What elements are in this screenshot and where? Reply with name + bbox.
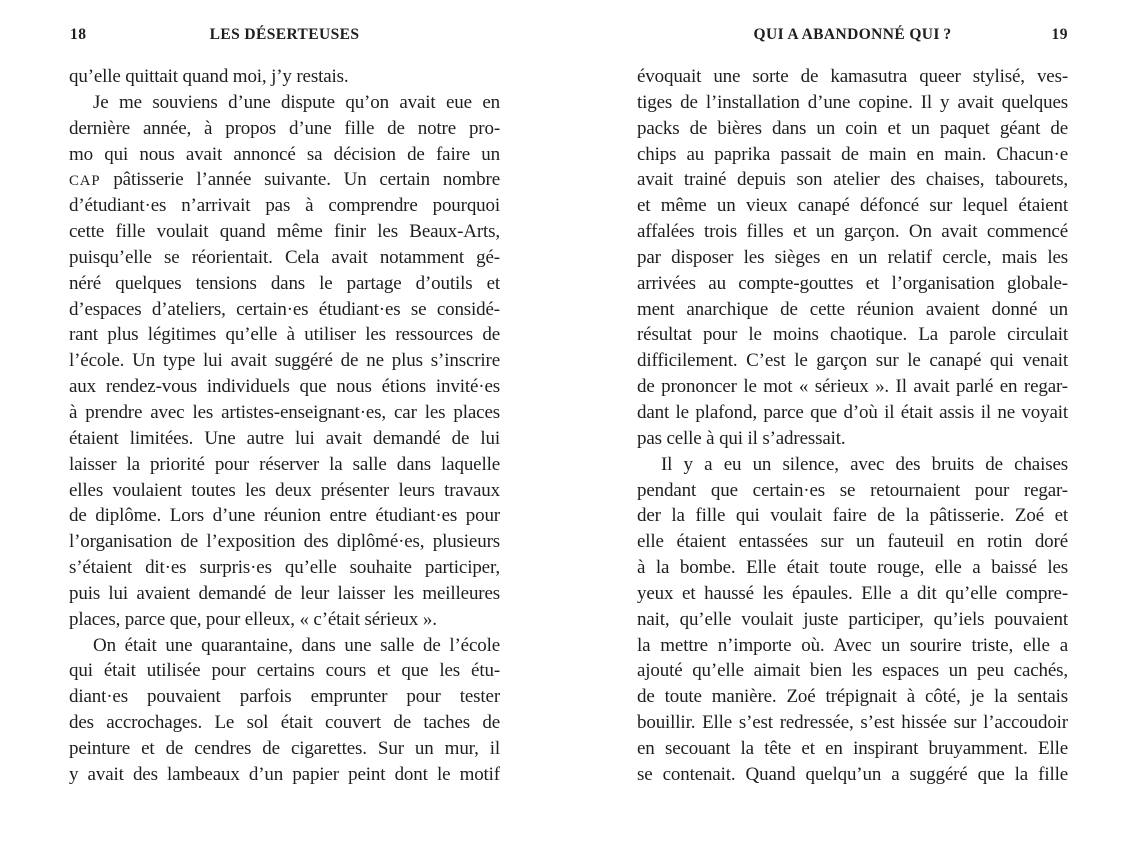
text-line: bouillir. Elle s’est redressée, s’est hissée sur l’accoudoir (637, 712, 1068, 734)
text-line: Je me souviens d’une dispute qu’on avait eue en (93, 91, 500, 113)
text-line: des accrochages. Le sol était couvert de taches de (69, 712, 500, 734)
text-line: tiges de l’installation d’une copine. Il y avait quelques (637, 91, 1068, 113)
body-text-right (637, 64, 1068, 788)
text-line: arrivées au compte-gouttes et l’organisation globale- (637, 272, 1068, 294)
page-left (69, 0, 500, 857)
text-line: places, parce que, pour elleux, « c’était sérieux ». (69, 608, 437, 630)
text-line: par disposer les sièges en un relatif cercle, mais les (637, 246, 1068, 268)
text-line: évoquait une sorte de kamasutra queer stylisé, ves- (637, 66, 1068, 87)
text-line: à prendre avec les artistes-enseignant·es, car les places (69, 401, 500, 423)
text-line: difficilement. C’est le garçon sur le canapé qui venait (637, 350, 1068, 372)
text-line: la mettre n’importe où. Avec un sourire triste, elle a (637, 634, 1068, 656)
text-line: d’étudiant·es n’arrivait pas à comprendre pourquoi (69, 195, 500, 217)
text-line: yeux et haussé les épaules. Elle a dit qu’elle compre- (637, 582, 1068, 604)
text-line: l’organisation de l’exposition des diplômé·es, plusieurs (69, 531, 500, 553)
text-line: affalées trois filles et un garçon. On avait commencé (637, 221, 1068, 243)
text-line: pas celle à qui il s’adressait. (637, 427, 846, 449)
text-line: d’espaces d’ateliers, certain·es étudiant·es se considé- (69, 298, 500, 320)
text-line: elle étaient entassées sur un fauteuil en rotin doré (637, 531, 1068, 553)
text-line: puis lui avaient demandé de leur laisser les meilleures (69, 582, 500, 604)
text-line: dant le plafond, parce que d’où il était assis il ne voyait (637, 401, 1068, 423)
text-line: On était une quarantaine, dans une salle de l’école (93, 634, 500, 656)
text-line: néré quelques tensions dans le partage d’outils et (69, 272, 500, 294)
text-line: chips au paprika passait de main en main. Chacun·e (637, 143, 1068, 165)
text-line: nait, qu’elle voulait juste participer, qu’iels pouvaient (637, 608, 1068, 630)
text-line: de prononcer le mot « sérieux ». Il avait parlé en regar- (637, 376, 1068, 398)
text-line: y avait des lambeaux d’un papier peint dont le motif (69, 763, 500, 785)
page-right (637, 0, 1068, 857)
running-head-left: LES DÉSERTEUSES (209, 26, 360, 43)
text-line: avait trainé depuis son atelier des chaises, tabourets, (637, 169, 1068, 191)
text-line: diant·es pouvaient parfois emprunter pour tester (69, 686, 500, 708)
text-line: qu’elle quittait quand moi, j’y restais. (69, 66, 349, 87)
text-line: en secouant la tête et en inspirant bruyamment. Elle (637, 737, 1068, 759)
text-line: Il y a eu un silence, avec des bruits de chaises (661, 453, 1068, 475)
text-line: de diplôme. Lors d’une réunion entre étudiant·es pour (69, 505, 500, 527)
text-line: de toute manière. Zoé trépignait à côté, je la sentais (637, 686, 1068, 708)
text-line: s’étaient dit·es surpris·es qu’elle souhaite participer, (69, 557, 500, 579)
text-line: packs de bières dans un coin et un paquet géant de (637, 117, 1068, 139)
text-line: elles voulaient toutes les deux présenter leurs travaux (69, 479, 500, 501)
text-line: puisqu’elle se réorientait. Cela avait notamment gé- (69, 246, 500, 268)
running-head-right: QUI A ABANDONNÉ QUI ? (753, 26, 952, 43)
text-line: rant plus légitimes qu’elle à utiliser les ressources de (69, 324, 500, 346)
text-line: aux rendez-vous individuels que nous étions invité·es (69, 376, 500, 398)
page-header-right (637, 25, 1068, 45)
body-text-left (69, 64, 500, 788)
text-line: l’école. Un type lui avait suggéré de ne plus s’inscrire (69, 350, 500, 372)
text-line: se contenait. Quand quelqu’un a suggéré que la fille (637, 763, 1068, 785)
text-line: et même un vieux canapé défoncé sur lequel étaient (637, 195, 1068, 217)
text-line: ment anarchique de cette réunion avaient donné un (637, 298, 1068, 320)
text-line: à la bombe. Elle était toute rouge, elle a baissé les (637, 557, 1068, 579)
text-line: laisser la priorité pour réserver la salle dans laquelle (69, 453, 500, 475)
text-line: étaient limitées. Une autre lui avait demandé de lui (69, 427, 500, 449)
text-line: cette fille voulait quand même finir les Beaux-Arts, (69, 221, 500, 243)
page-number-left: 18 (70, 26, 87, 43)
text-line: résultat pour le moins chaotique. La parole circulait (637, 324, 1068, 346)
text-line: pendant que certain·es se retournaient pour regar- (637, 479, 1068, 501)
text-line: der la fille qui voulait faire de la pâtisserie. Zoé et (637, 505, 1068, 527)
text-line: peinture et de cendres de cigarettes. Sur un mur, il (69, 737, 500, 759)
page-number-right: 19 (1051, 26, 1068, 43)
text-line: dernière année, à propos d’une fille de notre pro- (69, 117, 500, 139)
text-line: mo qui nous avait annoncé sa décision de faire un (69, 143, 500, 165)
text-line: qui était utilisée pour certains cours et que les étu- (69, 660, 500, 682)
page-header-left (69, 25, 500, 45)
text-line: ajouté qu’elle aimait bien les espaces un peu cachés, (637, 660, 1068, 682)
text-line: CAP pâtisserie l’année suivante. Un certain nombre (69, 169, 500, 191)
